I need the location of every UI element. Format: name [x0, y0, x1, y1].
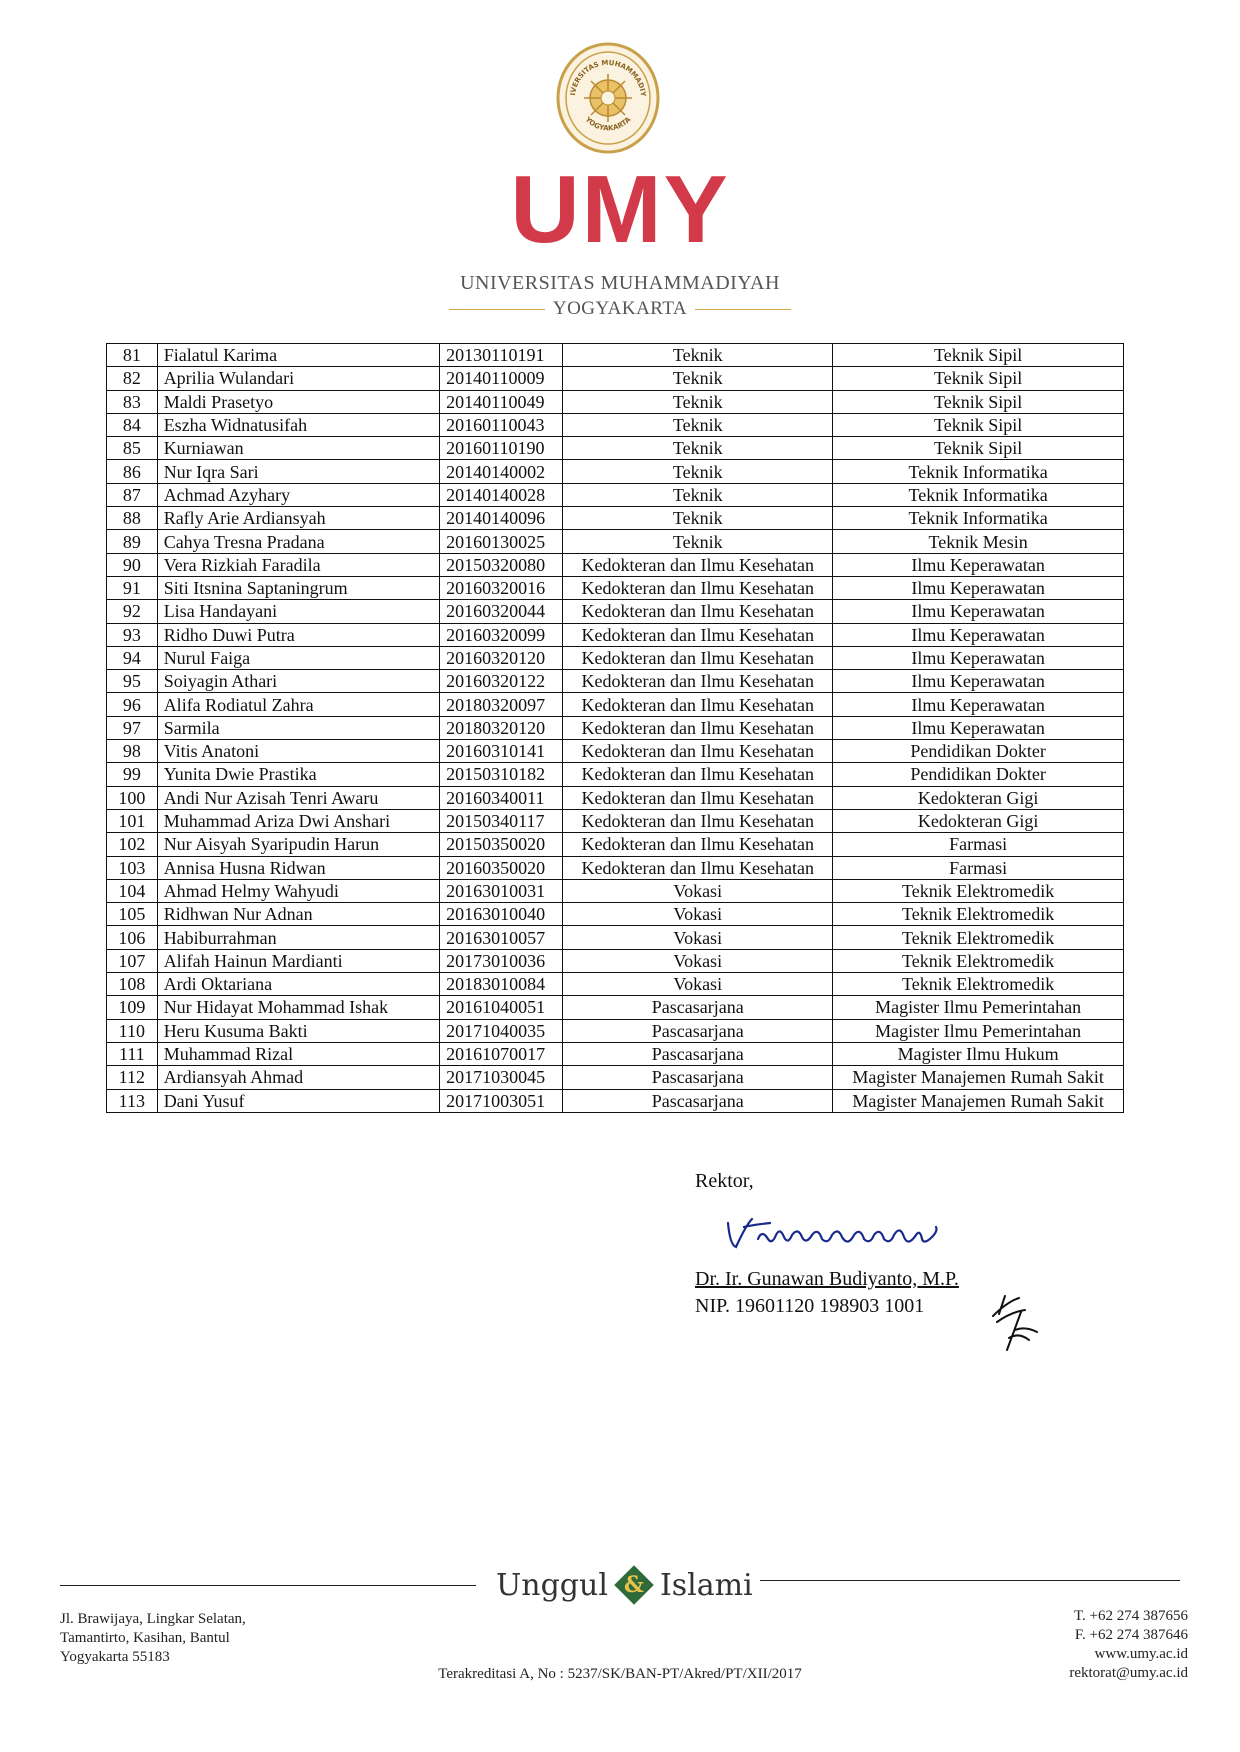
- motto-ampersand: &: [624, 1572, 644, 1598]
- address-line: Jl. Brawijaya, Lingkar Selatan,: [60, 1611, 246, 1627]
- faculty-name: Kedokteran dan Ilmu Kesehatan: [563, 716, 833, 739]
- university-name: UNIVERSITAS MUHAMMADIYAH: [460, 272, 780, 294]
- student-id: 20150340117: [440, 809, 563, 832]
- row-number: 100: [107, 786, 158, 809]
- address-line: Tamantirto, Kasihan, Bantul: [60, 1630, 230, 1646]
- phone-number: T. +62 274 387656: [1073, 1608, 1188, 1624]
- row-number: 84: [107, 413, 158, 436]
- student-id: 20160340011: [440, 786, 563, 809]
- student-name: Siti Itsnina Saptaningrum: [157, 576, 439, 599]
- faculty-name: Kedokteran dan Ilmu Kesehatan: [563, 576, 833, 599]
- study-program: Farmasi: [833, 833, 1124, 856]
- table-row: [107, 1066, 1124, 1089]
- email-link[interactable]: rektorat@umy.ac.id: [1069, 1665, 1188, 1681]
- row-number: 105: [107, 903, 158, 926]
- motto-logo: [496, 1560, 753, 1610]
- faculty-name: Vokasi: [563, 903, 833, 926]
- table-row: [107, 809, 1124, 832]
- student-id: 20150350020: [440, 833, 563, 856]
- row-number: 110: [107, 1019, 158, 1042]
- student-id: 20161040051: [440, 996, 563, 1019]
- faculty-name: Pascasarjana: [563, 996, 833, 1019]
- faculty-name: Teknik: [563, 507, 833, 530]
- student-name: Maldi Prasetyo: [157, 390, 439, 413]
- table-row: [107, 1089, 1124, 1112]
- row-number: 111: [107, 1042, 158, 1065]
- student-id: 20183010084: [440, 973, 563, 996]
- faculty-name: Teknik: [563, 460, 833, 483]
- student-id: 20160350020: [440, 856, 563, 879]
- student-name: Ardiansyah Ahmad: [157, 1066, 439, 1089]
- student-id: 20160110190: [440, 437, 563, 460]
- faculty-name: Teknik: [563, 530, 833, 553]
- table-row: [107, 507, 1124, 530]
- address-line: Yogyakarta 55183: [60, 1649, 170, 1665]
- student-name: Ridhwan Nur Adnan: [157, 903, 439, 926]
- student-name: Nur Hidayat Mohammad Ishak: [157, 996, 439, 1019]
- faculty-name: Kedokteran dan Ilmu Kesehatan: [563, 740, 833, 763]
- student-id: 20150310182: [440, 763, 563, 786]
- umy-wordmark: UMY: [510, 156, 730, 263]
- student-id: 20180320120: [440, 716, 563, 739]
- student-name: Kurniawan: [157, 437, 439, 460]
- student-roster-table: [106, 343, 1124, 1113]
- gold-divider-left: [449, 309, 545, 310]
- footer-divider-left: [60, 1585, 476, 1586]
- faculty-name: Vokasi: [563, 949, 833, 972]
- student-id: 20161070017: [440, 1042, 563, 1065]
- study-program: Magister Ilmu Pemerintahan: [833, 1019, 1124, 1042]
- table-row: [107, 879, 1124, 902]
- student-id: 20160320122: [440, 670, 563, 693]
- rector-signature-scribble: [722, 1205, 962, 1265]
- faculty-name: Kedokteran dan Ilmu Kesehatan: [563, 833, 833, 856]
- student-id: 20160320044: [440, 600, 563, 623]
- faculty-name: Pascasarjana: [563, 1019, 833, 1042]
- student-id: 20173010036: [440, 949, 563, 972]
- svg-text:YOGYAKARTA: YOGYAKARTA: [583, 115, 633, 133]
- student-id: 20160320099: [440, 623, 563, 646]
- student-id: 20160130025: [440, 530, 563, 553]
- study-program: Teknik Elektromedik: [833, 926, 1124, 949]
- study-program: Magister Manajemen Rumah Sakit: [833, 1089, 1124, 1112]
- row-number: 89: [107, 530, 158, 553]
- faculty-name: Kedokteran dan Ilmu Kesehatan: [563, 693, 833, 716]
- student-id: 20163010057: [440, 926, 563, 949]
- footer-divider-right: [760, 1580, 1180, 1581]
- row-number: 85: [107, 437, 158, 460]
- row-number: 109: [107, 996, 158, 1019]
- study-program: Pendidikan Dokter: [833, 740, 1124, 763]
- student-name: Cahya Tresna Pradana: [157, 530, 439, 553]
- study-program: Kedokteran Gigi: [833, 809, 1124, 832]
- student-name: Ahmad Helmy Wahyudi: [157, 879, 439, 902]
- table-row: [107, 1019, 1124, 1042]
- table-row: [107, 390, 1124, 413]
- student-id: 20130110191: [440, 344, 563, 367]
- row-number: 112: [107, 1066, 158, 1089]
- student-id: 20163010031: [440, 879, 563, 902]
- gold-divider-right: [695, 309, 791, 310]
- table-row: [107, 646, 1124, 669]
- table-row: [107, 856, 1124, 879]
- faculty-name: Kedokteran dan Ilmu Kesehatan: [563, 670, 833, 693]
- study-program: Teknik Elektromedik: [833, 973, 1124, 996]
- student-name: Fialatul Karima: [157, 344, 439, 367]
- row-number: 101: [107, 809, 158, 832]
- faculty-name: Teknik: [563, 367, 833, 390]
- paraf-initial-mark: [985, 1292, 1045, 1354]
- student-id: 20171040035: [440, 1019, 563, 1042]
- study-program: Ilmu Keperawatan: [833, 600, 1124, 623]
- faculty-name: Vokasi: [563, 879, 833, 902]
- student-name: Nur Iqra Sari: [157, 460, 439, 483]
- student-name: Muhammad Rizal: [157, 1042, 439, 1065]
- student-id: 20160110043: [440, 413, 563, 436]
- student-name: Alifah Hainun Mardianti: [157, 949, 439, 972]
- faculty-name: Kedokteran dan Ilmu Kesehatan: [563, 786, 833, 809]
- student-name: Andi Nur Azisah Tenri Awaru: [157, 786, 439, 809]
- study-program: Ilmu Keperawatan: [833, 623, 1124, 646]
- study-program: Ilmu Keperawatan: [833, 553, 1124, 576]
- study-program: Ilmu Keperawatan: [833, 576, 1124, 599]
- student-name: Dani Yusuf: [157, 1089, 439, 1112]
- study-program: Magister Ilmu Pemerintahan: [833, 996, 1124, 1019]
- table-row: [107, 833, 1124, 856]
- student-id: 20171030045: [440, 1066, 563, 1089]
- study-program: Teknik Sipil: [833, 367, 1124, 390]
- study-program: Teknik Informatika: [833, 507, 1124, 530]
- row-number: 107: [107, 949, 158, 972]
- student-name: Annisa Husna Ridwan: [157, 856, 439, 879]
- student-id: 20140140028: [440, 483, 563, 506]
- student-id: 20160320016: [440, 576, 563, 599]
- student-name: Habiburrahman: [157, 926, 439, 949]
- motto-right-text: Islami: [659, 1567, 753, 1603]
- study-program: Teknik Mesin: [833, 530, 1124, 553]
- study-program: Teknik Informatika: [833, 460, 1124, 483]
- faculty-name: Teknik: [563, 344, 833, 367]
- table-row: [107, 483, 1124, 506]
- study-program: Ilmu Keperawatan: [833, 716, 1124, 739]
- student-name: Yunita Dwie Prastika: [157, 763, 439, 786]
- table-row: [107, 740, 1124, 763]
- study-program: Kedokteran Gigi: [833, 786, 1124, 809]
- faculty-name: Kedokteran dan Ilmu Kesehatan: [563, 623, 833, 646]
- faculty-name: Kedokteran dan Ilmu Kesehatan: [563, 763, 833, 786]
- student-name: Eszha Widnatusifah: [157, 413, 439, 436]
- table-row: [107, 693, 1124, 716]
- student-name: Vera Rizkiah Faradila: [157, 553, 439, 576]
- svg-text:UNIVERSITAS MUHAMMADIYAH: IVERSITAS MUHAMMADIY: [569, 58, 647, 97]
- student-id: 20171003051: [440, 1089, 563, 1112]
- study-program: Farmasi: [833, 856, 1124, 879]
- faculty-name: Kedokteran dan Ilmu Kesehatan: [563, 553, 833, 576]
- university-city-row: [0, 298, 1240, 320]
- student-name: Alifa Rodiatul Zahra: [157, 693, 439, 716]
- faculty-name: Vokasi: [563, 926, 833, 949]
- study-program: Teknik Sipil: [833, 390, 1124, 413]
- row-number: 87: [107, 483, 158, 506]
- table-row: [107, 344, 1124, 367]
- row-number: 83: [107, 390, 158, 413]
- table-row: [107, 1042, 1124, 1065]
- study-program: Teknik Elektromedik: [833, 879, 1124, 902]
- study-program: Magister Manajemen Rumah Sakit: [833, 1066, 1124, 1089]
- table-row: [107, 996, 1124, 1019]
- student-name: Muhammad Ariza Dwi Anshari: [157, 809, 439, 832]
- university-city: YOGYAKARTA: [552, 298, 688, 319]
- study-program: Teknik Sipil: [833, 344, 1124, 367]
- study-program: Teknik Elektromedik: [833, 949, 1124, 972]
- faculty-name: Pascasarjana: [563, 1066, 833, 1089]
- student-name: Nurul Faiga: [157, 646, 439, 669]
- roster-table-body: [107, 344, 1124, 1113]
- table-row: [107, 670, 1124, 693]
- faculty-name: Vokasi: [563, 973, 833, 996]
- student-name: Nur Aisyah Syaripudin Harun: [157, 833, 439, 856]
- row-number: 81: [107, 344, 158, 367]
- row-number: 88: [107, 507, 158, 530]
- study-program: Teknik Informatika: [833, 483, 1124, 506]
- row-number: 104: [107, 879, 158, 902]
- row-number: 106: [107, 926, 158, 949]
- student-id: 20150320080: [440, 553, 563, 576]
- table-row: [107, 437, 1124, 460]
- row-number: 96: [107, 693, 158, 716]
- row-number: 91: [107, 576, 158, 599]
- study-program: Pendidikan Dokter: [833, 763, 1124, 786]
- student-name: Achmad Azyhary: [157, 483, 439, 506]
- row-number: 82: [107, 367, 158, 390]
- student-id: 20180320097: [440, 693, 563, 716]
- row-number: 113: [107, 1089, 158, 1112]
- row-number: 86: [107, 460, 158, 483]
- table-row: [107, 553, 1124, 576]
- faculty-name: Teknik: [563, 437, 833, 460]
- signatory-nip: NIP. 19601120 198903 1001: [695, 1295, 925, 1317]
- study-program: Ilmu Keperawatan: [833, 693, 1124, 716]
- table-row: [107, 413, 1124, 436]
- student-name: Ridho Duwi Putra: [157, 623, 439, 646]
- table-row: [107, 903, 1124, 926]
- table-row: [107, 786, 1124, 809]
- table-row: [107, 763, 1124, 786]
- row-number: 95: [107, 670, 158, 693]
- student-name: Soiyagin Athari: [157, 670, 439, 693]
- faculty-name: Kedokteran dan Ilmu Kesehatan: [563, 856, 833, 879]
- fax-number: F. +62 274 387646: [1074, 1627, 1188, 1643]
- student-name: Aprilia Wulandari: [157, 367, 439, 390]
- student-id: 20163010040: [440, 903, 563, 926]
- student-id: 20140110049: [440, 390, 563, 413]
- student-name: Vitis Anatoni: [157, 740, 439, 763]
- accreditation-note: Terakreditasi A, No : 5237/SK/BAN-PT/Akred/PT/XII/2017: [438, 1666, 802, 1682]
- signatory-title: Rektor,: [695, 1170, 754, 1192]
- row-number: 97: [107, 716, 158, 739]
- student-id: 20160310141: [440, 740, 563, 763]
- student-id: 20160320120: [440, 646, 563, 669]
- faculty-name: Pascasarjana: [563, 1089, 833, 1112]
- student-name: Rafly Arie Ardiansyah: [157, 507, 439, 530]
- table-row: [107, 460, 1124, 483]
- ampersand-diamond-icon: [612, 1563, 656, 1607]
- student-name: Sarmila: [157, 716, 439, 739]
- website-link[interactable]: www.umy.ac.id: [1094, 1646, 1188, 1662]
- faculty-name: Pascasarjana: [563, 1042, 833, 1065]
- study-program: Ilmu Keperawatan: [833, 670, 1124, 693]
- faculty-name: Teknik: [563, 483, 833, 506]
- table-row: [107, 926, 1124, 949]
- faculty-name: Teknik: [563, 413, 833, 436]
- table-row: [107, 716, 1124, 739]
- table-row: [107, 600, 1124, 623]
- study-program: Magister Ilmu Hukum: [833, 1042, 1124, 1065]
- row-number: 103: [107, 856, 158, 879]
- university-seal-logo: [553, 38, 663, 156]
- study-program: Teknik Sipil: [833, 413, 1124, 436]
- row-number: 99: [107, 763, 158, 786]
- signature-block: [695, 1168, 754, 1194]
- study-program: Ilmu Keperawatan: [833, 646, 1124, 669]
- table-row: [107, 973, 1124, 996]
- student-id: 20140140002: [440, 460, 563, 483]
- table-row: [107, 367, 1124, 390]
- motto-left-text: Unggul: [496, 1567, 608, 1603]
- row-number: 94: [107, 646, 158, 669]
- student-name: Heru Kusuma Bakti: [157, 1019, 439, 1042]
- faculty-name: Kedokteran dan Ilmu Kesehatan: [563, 646, 833, 669]
- student-name: Lisa Handayani: [157, 600, 439, 623]
- table-row: [107, 623, 1124, 646]
- faculty-name: Kedokteran dan Ilmu Kesehatan: [563, 809, 833, 832]
- row-number: 93: [107, 623, 158, 646]
- table-row: [107, 530, 1124, 553]
- student-id: 20140140096: [440, 507, 563, 530]
- signatory-name: Dr. Ir. Gunawan Budiyanto, M.P.: [695, 1268, 959, 1290]
- student-name: Ardi Oktariana: [157, 973, 439, 996]
- faculty-name: Kedokteran dan Ilmu Kesehatan: [563, 600, 833, 623]
- row-number: 92: [107, 600, 158, 623]
- study-program: Teknik Elektromedik: [833, 903, 1124, 926]
- postal-address: [60, 1610, 246, 1667]
- row-number: 90: [107, 553, 158, 576]
- study-program: Teknik Sipil: [833, 437, 1124, 460]
- row-number: 102: [107, 833, 158, 856]
- faculty-name: Teknik: [563, 390, 833, 413]
- row-number: 108: [107, 973, 158, 996]
- student-id: 20140110009: [440, 367, 563, 390]
- table-row: [107, 949, 1124, 972]
- table-row: [107, 576, 1124, 599]
- row-number: 98: [107, 740, 158, 763]
